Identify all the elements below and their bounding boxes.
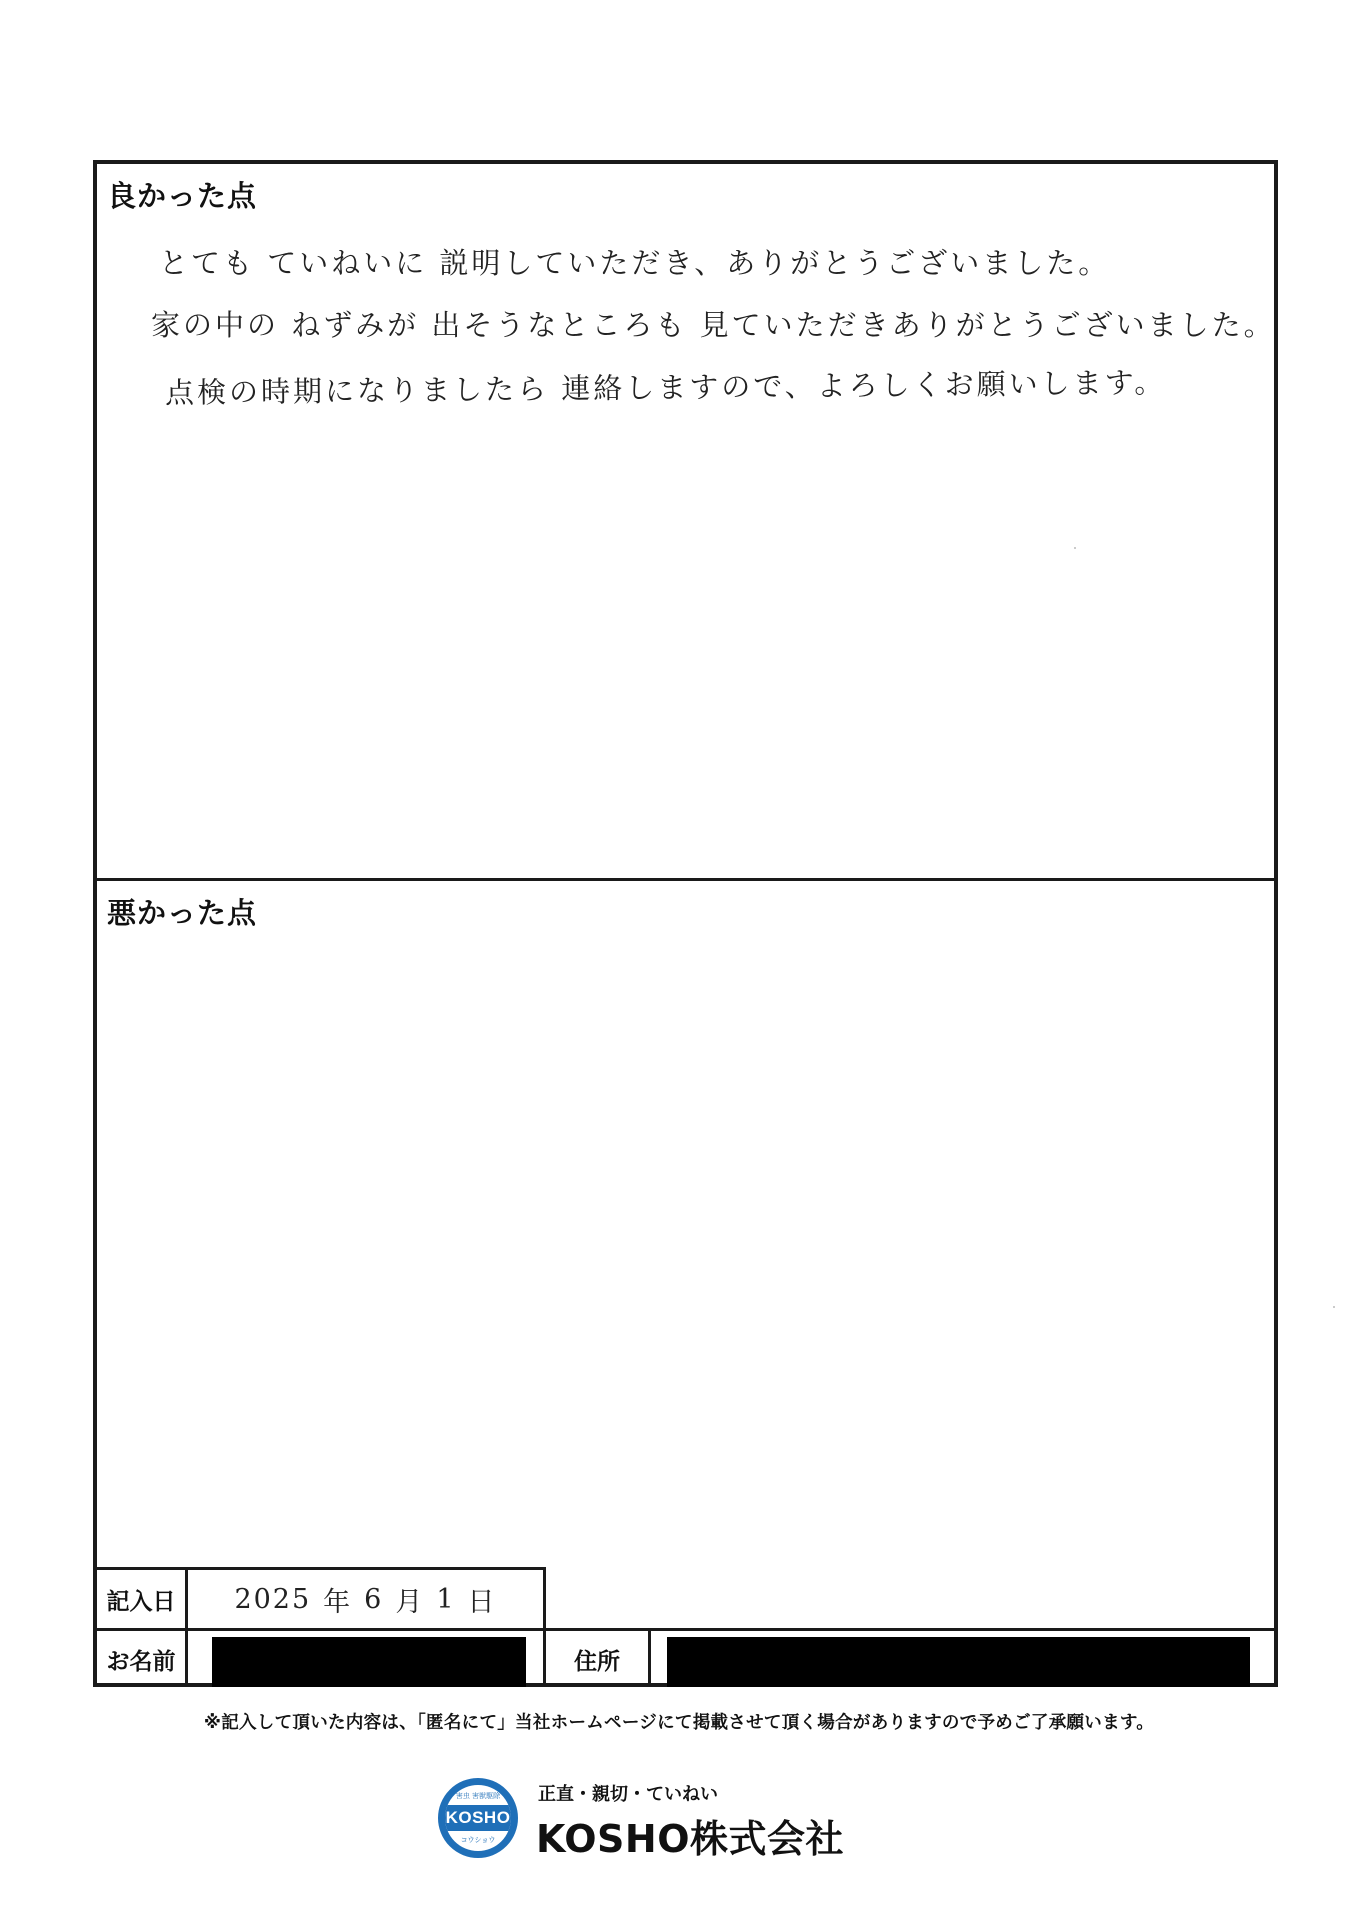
bad-points-section <box>97 881 1274 1567</box>
logo-text: KOSHO <box>445 1808 511 1827</box>
grid-line <box>97 1628 1274 1631</box>
address-redaction <box>667 1637 1250 1687</box>
entry-date-label: 記入日 <box>106 1588 176 1615</box>
grid-line <box>648 1628 651 1687</box>
bad-points-label: 悪かった点 <box>107 896 258 930</box>
scan-speck <box>1333 1306 1335 1308</box>
company-brand <box>438 1772 918 1862</box>
feedback-form <box>93 160 1278 1687</box>
kosho-logo-icon <box>438 1778 518 1858</box>
good-points-label: 良かった点 <box>107 179 258 213</box>
handwritten-line: とても ていねいに 説明していただき、ありがとうございました。 <box>159 246 1111 280</box>
logo-bottom-text: コウショウ <box>460 1836 496 1844</box>
date-day: 1 <box>436 1583 456 1615</box>
handwritten-line: 家の中の ねずみが 出そうなところも 見ていただきありがとうございました。 <box>151 308 1276 342</box>
date-day-unit: 日 <box>467 1586 497 1618</box>
name-redaction <box>212 1637 526 1687</box>
good-points-section <box>97 164 1274 881</box>
name-label: お名前 <box>106 1648 176 1675</box>
entry-date-value <box>188 1570 543 1628</box>
date-year-unit: 年 <box>323 1586 353 1618</box>
date-year: 2025 <box>234 1583 312 1615</box>
scan-speck <box>1074 547 1076 549</box>
company-name: KOSHO株式会社 <box>536 1817 845 1861</box>
logo-top-text: 害虫 害獣駆除 <box>455 1792 501 1800</box>
address-label: 住所 <box>574 1648 620 1675</box>
good-points-text <box>151 232 1276 418</box>
handwritten-line: 点検の時期になりましたら 連絡しますので、よろしくお願いします。 <box>164 365 1167 410</box>
notice-text: ※記入して頂いた内容は、「匿名にて」当社ホームページにて掲載させて頂く場合がありますので予めご了承願います。 <box>203 1713 1155 1733</box>
company-tagline: 正直・親切・ていねい <box>538 1784 718 1805</box>
date-month: 6 <box>364 1583 384 1615</box>
date-month-unit: 月 <box>395 1586 425 1618</box>
